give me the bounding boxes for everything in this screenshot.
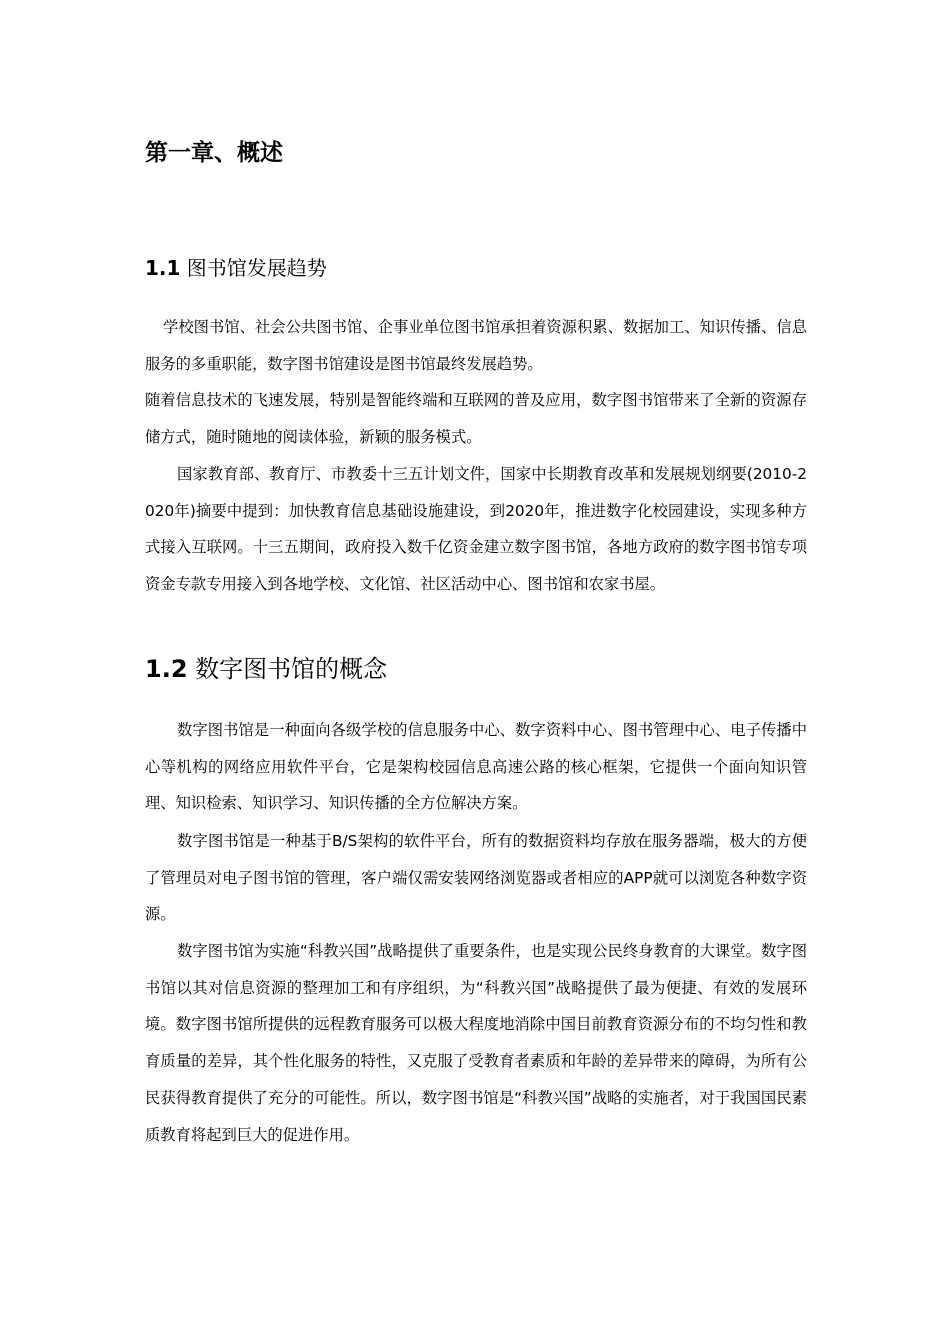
section-heading-1-1 [145,253,327,283]
section-heading-1-2 [145,651,387,687]
section-number: 1.2 [145,655,188,683]
section-number: 1.1 [145,256,181,280]
paragraph: 数字图书馆为实施“科教兴国”战略提供了重要条件，也是实现公民终身教育的大课堂。数字图书馆以其对信息资源的整理加工和有序组织，为“科教兴国”战略提供了最为便捷、有效的发展环境。数字图书馆所提供的远程教育服务可以极大程度地消除中国目前教育资源分布的不均匀性和教育质量的差异，其个性化服务的特性，又克服了受教育者素质和年龄的差异带来的障碍，为所有公民获得教育提供了充分的可能性。所以，数字图书馆是“科教兴国”战略的实施者，对于我国国民素质教育将起到巨大的促进作用。 [145,942,807,1144]
section-title: 数字图书馆的概念 [195,655,388,683]
paragraph: 数字图书馆是一种基于B/S架构的软件平台，所有的数据资料均存放在服务器端，极大的方便了管理员对电子图书馆的管理，客户端仅需安装网络浏览器或者相应的APP就可以浏览各种数字资源。 [145,832,807,924]
paragraph: 学校图书馆、社会公共图书馆、企事业单位图书馆承担着资源积累、数据加工、知识传播、信息服务的多重职能，数字图书馆建设是图书馆最终发展趋势。 [145,318,807,373]
paragraph: 数字图书馆是一种面向各级学校的信息服务中心、数字资料中心、图书管理中心、电子传播中心等机构的网络应用软件平台，它是架构校园信息高速公路的核心框架，它提供一个面向知识管理、知识检索、知识学习、知识传播的全方位解决方案。 [145,721,807,813]
chapter-title: 第一章、概述 [145,139,283,166]
paragraph: 国家教育部、教育厅、市教委十三五计划文件，国家中长期教育改革和发展规划纲要(2010-2020年)摘要中提到：加快教育信息基础设施建设，到2020年，推进数字化校园建设，实现多种方式接入互联网。十三五期间，政府投入数千亿资金建立数字图书馆，各地方政府的数字图书馆专项资金专款专用接入到各地学校、文化馆、社区活动中心、图书馆和农家书屋。 [145,465,807,594]
section-title: 图书馆发展趋势 [186,256,327,280]
paragraph: 随着信息技术的飞速发展，特别是智能终端和互联网的普及应用，数字图书馆带来了全新的资源存储方式，随时随地的阅读体验，新颖的服务模式。 [145,391,807,446]
